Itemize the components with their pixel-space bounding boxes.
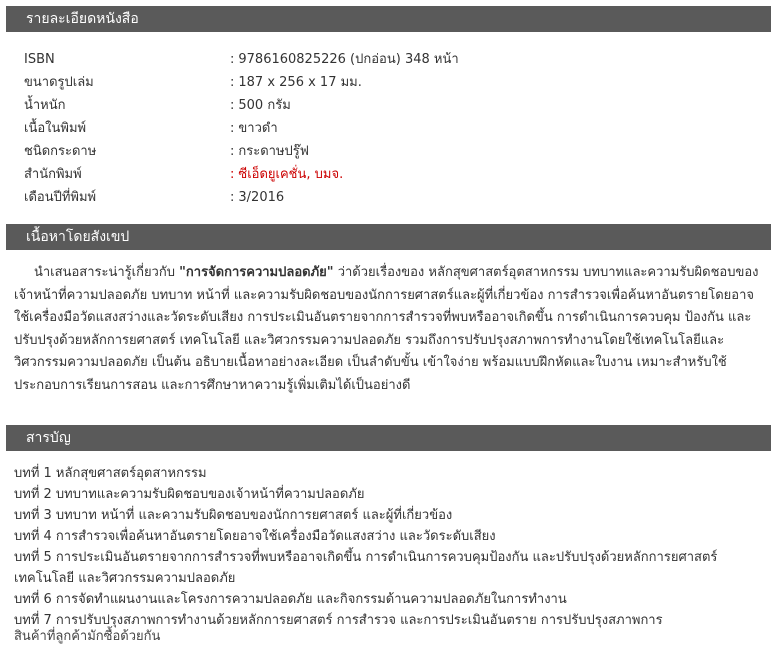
detail-value: 187 x 256 x 17 มม.	[238, 75, 362, 90]
detail-row-isbn: ISBN : 9786160825226 (ปกอ่อน) 348 หน้า	[24, 48, 764, 71]
detail-label: ISBN	[24, 52, 55, 67]
related-products-heading: สินค้าที่ลูกค้ามักซื้อด้วยกัน	[14, 629, 161, 644]
toc-item: บทที่ 3 บทบาท หน้าที่ และความรับผิดชอบของนักการยศาสตร์ และผู้ที่เกี่ยวข้อง	[14, 508, 453, 523]
toc-item: บทที่ 6 การจัดทำแผนงานและโครงการความปลอดภัย และกิจกรรมด้านความปลอดภัยในการทำงาน	[14, 592, 567, 607]
detail-label: เดือนปีที่พิมพ์	[24, 190, 97, 205]
toc-item: บทที่ 4 การสำรวจเพื่อค้นหาอันตรายโดยอาจใช้เครื่องมือวัดแสงสว่าง และวัดระดับเสียง	[14, 529, 496, 544]
table-of-contents	[14, 463, 766, 631]
summary-section-header: เนื้อหาโดยสังเขป	[6, 224, 771, 250]
detail-label: ขนาดรูปเล่ม	[24, 75, 94, 90]
detail-row-paper: ชนิดกระดาษ : กระดาษปรู๊ฟ	[24, 140, 764, 163]
book-details-table	[24, 48, 764, 209]
detail-row-print: เนื้อในพิมพ์ : ขาวดำ	[24, 117, 764, 140]
detail-label: สำนักพิมพ์	[24, 167, 82, 182]
detail-label: ชนิดกระดาษ	[24, 144, 97, 159]
book-title: "การจัดการความปลอดภัย"	[179, 265, 334, 280]
details-section-header: รายละเอียดหนังสือ	[6, 6, 771, 32]
toc-item: บทที่ 7 การปรับปรุงสภาพการทำงานด้วยหลักการยศาสตร์ การสำรวจ และการประเมินอันตราย การปรับปรุงสภาพการ	[14, 613, 663, 628]
detail-value: 500 กรัม	[238, 98, 291, 113]
toc-item: บทที่ 5 การประเมินอันตรายจากการสำรวจที่พบหรืออาจเกิดขึ้น การดำเนินการควบคุมป้องกัน และปรับปรุงด้วยหลักการยศาสตร์ เทคโนโลยี และวิศวกรรมความปลอดภัย	[14, 550, 718, 586]
toc-section-header: สารบัญ	[6, 425, 771, 451]
detail-label: น้ำหนัก	[24, 98, 66, 113]
publisher-link[interactable]: ซีเอ็ดยูเคชั่น, บมจ.	[238, 167, 344, 182]
detail-value: 3/2016	[238, 190, 285, 205]
summary-text: นำเสนอสาระน่ารู้เกี่ยวกับ "การจัดการความปลอดภัย" ว่าด้วยเรื่องของ หลักสุขศาสตร์อุตสาหกรรม บทบาทและความรับผิดชอบของเจ้าหน้าที่ความปลอดภัย บทบาท หน้าที่ และความรับผิดชอบของนักการยศาสตร์และผู้ที่เกี่ยวข้อง การสำรวจเพื่อค้นหาอันตรายโดยอาจใช้เครื่องมือวัดแสงสว่างและวัดระดับเสียง การประเมินอันตรายจากการสำรวจที่พบหรืออาจเกิดขึ้น การดำเนินการควบคุม ป้องกัน และปรับปรุงด้วยหลักการยศาสตร์ เทคโนโลยี และวิศวกรรมความปลอดภัย รวมถึงการปรับปรุงสภาพการทำงานโดยใช้เทคโนโลยีและวิศวกรรมความปลอดภัย เป็นต้น อธิบายเนื้อหาอย่างละเอียด เป็นลำดับขั้น เข้าใจง่าย พร้อมแบบฝึกหัดและใบงาน เหมาะสำหรับใช้ประกอบการเรียนการสอน และการศึกษาหาความรู้เพิ่มเติมได้เป็นอย่างดี	[14, 265, 759, 393]
toc-item: บทที่ 2 บทบาทและความรับผิดชอบของเจ้าหน้าที่ความปลอดภัย	[14, 487, 365, 502]
detail-value: ขาวดำ	[238, 121, 278, 136]
detail-row-size: ขนาดรูปเล่ม : 187 x 256 x 17 มม.	[24, 71, 764, 94]
detail-row-publisher: สำนักพิมพ์ : ซีเอ็ดยูเคชั่น, บมจ.	[24, 163, 764, 186]
detail-row-date: เดือนปีที่พิมพ์ : 3/2016	[24, 186, 764, 209]
detail-row-weight: น้ำหนัก : 500 กรัม	[24, 94, 764, 117]
detail-value: กระดาษปรู๊ฟ	[238, 144, 309, 159]
detail-label: เนื้อในพิมพ์	[24, 121, 87, 136]
toc-item: บทที่ 1 หลักสุขศาสตร์อุตสาหกรรม	[14, 466, 207, 481]
detail-value: 9786160825226 (ปกอ่อน) 348 หน้า	[238, 52, 459, 67]
